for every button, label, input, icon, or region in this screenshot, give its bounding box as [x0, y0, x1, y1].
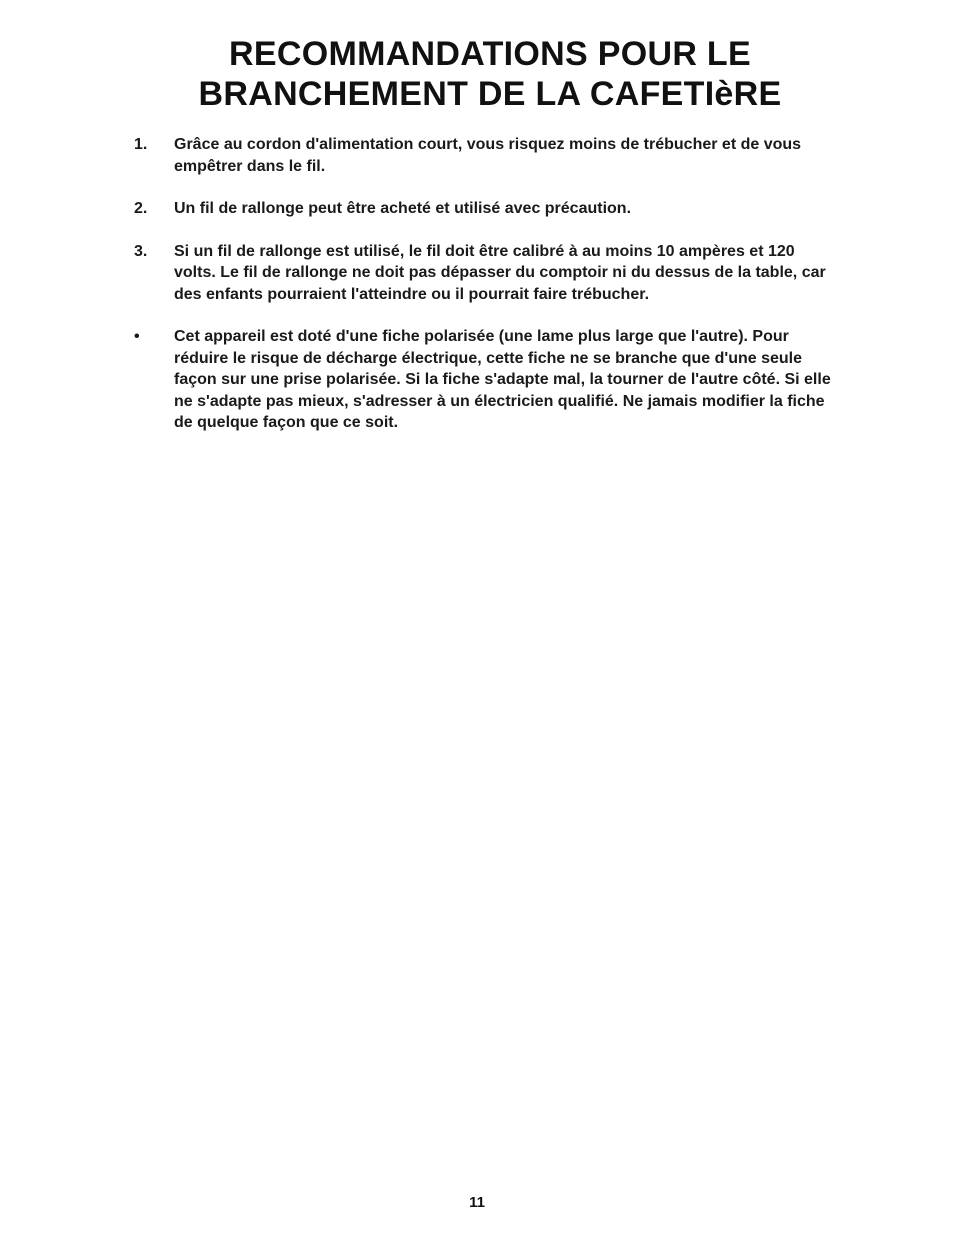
item-text: Si un fil de rallonge est utilisé, le fil doit être calibré à au moins 10 ampères et 120 volts. Le fil de rallonge ne doit pas dépasser du comptoir ni du dessus de la table, car des enfants pourraient l'atteindre ou il pourrait faire trébucher. [174, 242, 826, 303]
list-item [134, 134, 834, 177]
page-title [150, 34, 830, 114]
list-item [134, 198, 834, 220]
list-item [134, 241, 834, 306]
title-line-1: RECOMMANDATIONS POUR LE [229, 35, 751, 73]
item-marker: 3. [134, 242, 148, 260]
item-marker: 2. [134, 200, 148, 217]
item-text: Grâce au cordon d'alimentation court, vous risquez moins de trébucher et de vous empêtrer dans le fil. [174, 136, 802, 175]
item-text: Cet appareil est doté d'une fiche polarisée (une lame plus large que l'autre). Pour réduire le risque de décharge électrique, cette fiche ne se branche que d'une seule façon sur une prise polarisée. Si la fiche s'adapte mal, la tourner de l'autre côté. Si elle ne s'adapte pas mieux, s'adresser à un électricien qualifié. Ne jamais modifier la fiche de quelque façon que ce soit. [174, 328, 831, 431]
item-marker: • [134, 328, 140, 345]
title-line-2: BRANCHEMENT DE LA CAFETIèRE [198, 75, 782, 113]
recommendations-list [134, 134, 834, 434]
item-marker: 1. [134, 136, 148, 153]
page-number: 11 [469, 1194, 485, 1211]
item-text: Un fil de rallonge peut être acheté et utilisé avec précaution. [174, 200, 632, 217]
list-item [134, 326, 834, 434]
